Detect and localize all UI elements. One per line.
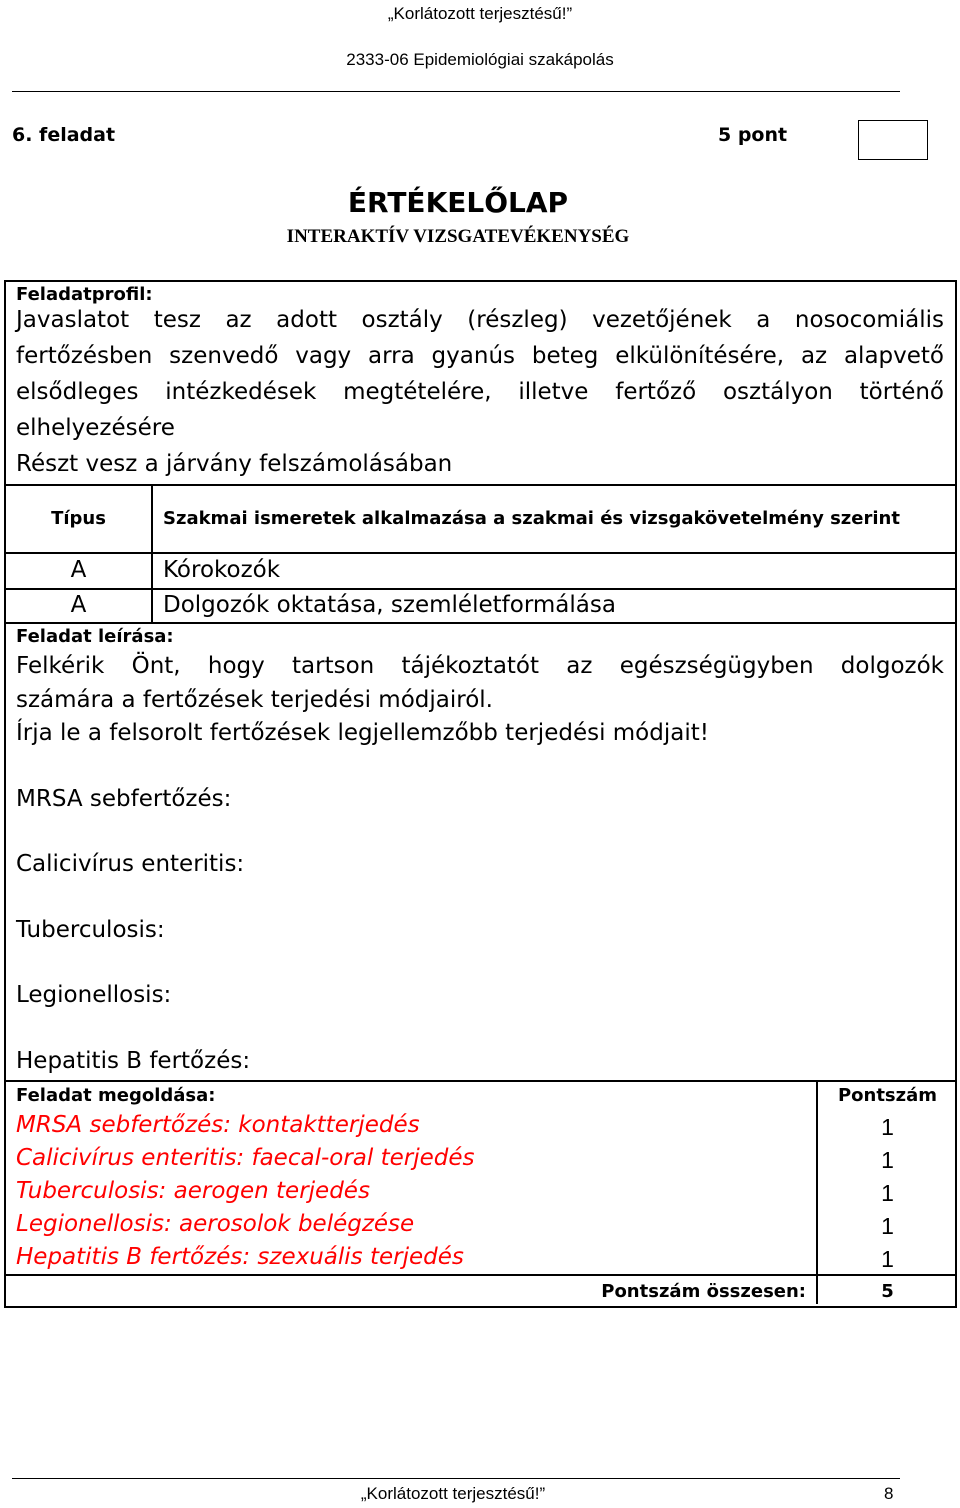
answer-points: 1 <box>881 1147 894 1173</box>
solution-heading: Feladat megoldása: <box>16 1085 216 1106</box>
sheet-subtitle: INTERAKTÍV VIZSGATEVÉKENYSÉG <box>286 226 630 247</box>
course-title: 2333-06 Epidemiológiai szakápolás <box>346 50 614 69</box>
type-table-top-rule <box>4 484 955 486</box>
solution-answer: Hepatitis B fertőzés: szexuális terjedés <box>16 1244 464 1270</box>
answer-points: 1 <box>881 1213 894 1239</box>
answer-points: 1 <box>881 1114 894 1140</box>
type-cell: A <box>70 592 87 618</box>
sheet-title: ÉRTÉKELŐLAP <box>347 186 569 219</box>
solution-answer: Legionellosis: aerosolok belégzése <box>16 1211 415 1237</box>
answer-points: 1 <box>881 1246 894 1272</box>
competence-header: Szakmai ismeretek alkalmazása a szakmai és vizsgakövetelmény szerint <box>163 508 900 529</box>
question-item: Tuberculosis: <box>16 917 165 943</box>
profile-line: fertőzésben szenvedő vagy arra gyanús beteg elkülönítésére, az alapvető <box>16 343 944 369</box>
profile-line: elsődleges intézkedések megtételére, illetve fertőző osztályon történő <box>16 379 944 405</box>
question-item: Legionellosis: <box>16 982 172 1008</box>
task-points: 5 pont <box>718 124 788 146</box>
competence-cell: Dolgozók oktatása, szemléletformálása <box>163 592 616 618</box>
task-number: 6. feladat <box>12 124 116 146</box>
solution-answer: Calicivírus enteritis: faecal-oral terjedés <box>16 1145 475 1171</box>
profile-line: Részt vesz a járvány felszámolásában <box>16 451 453 477</box>
footer-rule <box>12 1478 900 1479</box>
question-item: Calicivírus enteritis: <box>16 851 245 877</box>
restriction-notice: „Korlátozott terjesztésű!” <box>387 4 573 23</box>
type-table-row-rule <box>4 588 955 590</box>
header-rule <box>12 91 900 92</box>
type-header: Típus <box>51 508 106 529</box>
competence-cell: Kórokozók <box>163 557 281 583</box>
question-item: MRSA sebfertőzés: <box>16 786 232 812</box>
description-line: számára a fertőzések terjedési módjairól. <box>16 687 493 713</box>
type-cell: A <box>70 557 87 583</box>
score-box[interactable] <box>858 120 928 160</box>
description-heading: Feladat leírása: <box>16 626 174 647</box>
points-heading: Pontszám <box>837 1085 938 1106</box>
question-item: Hepatitis B fertőzés: <box>16 1048 251 1074</box>
solution-answer: MRSA sebfertőzés: kontaktterjedés <box>16 1112 420 1138</box>
solution-top-rule <box>4 1080 955 1082</box>
profile-line: elhelyezésére <box>16 415 175 441</box>
description-line: Írja le a felsorolt fertőzések legjellemzőbb terjedési módjait! <box>16 720 709 746</box>
description-line: Felkérik Önt, hogy tartson tájékoztatót az egészségügyben dolgozók <box>16 653 944 679</box>
solution-answer: Tuberculosis: aerogen terjedés <box>16 1178 370 1204</box>
total-label: Pontszám összesen: <box>601 1281 806 1302</box>
type-table-column-rule <box>151 484 153 624</box>
type-table-bottom-rule <box>4 622 955 624</box>
footer-restriction-notice: „Korlátozott terjesztésű!” <box>360 1484 546 1503</box>
total-points: 5 <box>881 1281 894 1302</box>
total-rule <box>4 1274 955 1276</box>
answer-points: 1 <box>881 1180 894 1206</box>
profile-line: Javaslatot tesz az adott osztály (részleg) vezetőjének a nosocomiális <box>16 307 944 333</box>
page-number: 8 <box>884 1484 894 1503</box>
profile-heading: Feladatprofil: <box>16 284 153 305</box>
type-table-header-rule <box>4 552 955 554</box>
